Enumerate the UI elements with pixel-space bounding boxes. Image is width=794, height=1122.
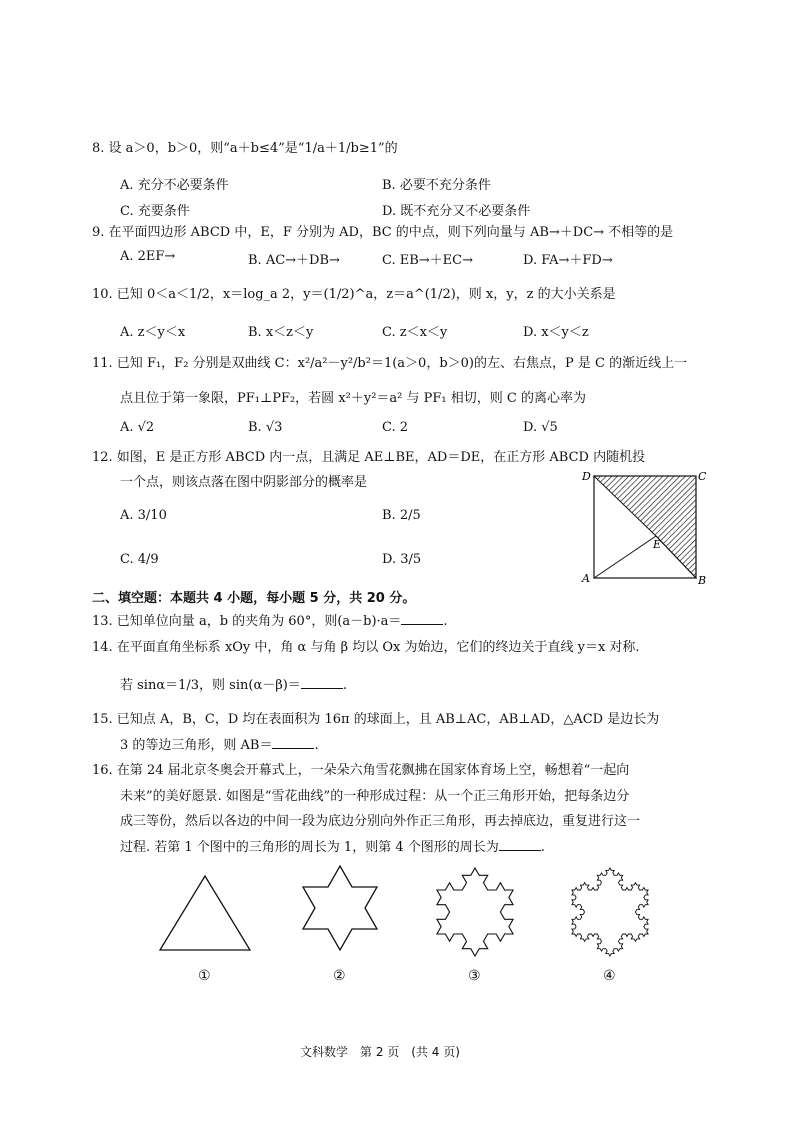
snowflake-figure-2	[285, 862, 395, 962]
q8-option-b: B. 必要不充分条件	[382, 178, 491, 193]
q10-option-c: C. z＜x＜y	[382, 325, 448, 340]
q15-line2	[120, 736, 319, 755]
koch-curve	[437, 868, 513, 956]
q14-stem-line2: 若 sinα＝1/3，则 sin(α－β)＝	[120, 678, 301, 693]
q13-end: .	[443, 614, 448, 629]
q14-end: .	[342, 678, 347, 693]
q16-stem-line4: 过程. 若第 1 个图中的三角形的周长为 1，则第 4 个图形的周长为	[120, 840, 499, 855]
q9-option-c: C. EB→＋EC→	[382, 253, 474, 268]
q12-option-c: C. 4/9	[120, 552, 159, 567]
q15-answer-blank	[272, 736, 314, 749]
label-a: A	[582, 572, 590, 585]
label-d: D	[582, 470, 591, 483]
q13-text: 13. 已知单位向量 a，b 的夹角为 60°，则(a－b)·a＝	[92, 614, 402, 629]
figure-label-1: ①	[198, 968, 211, 984]
q8-option-a: A. 充分不必要条件	[120, 178, 229, 193]
q11-stem-line2: 点且位于第一象限，PF₁⊥PF₂，若圆 x²＋y²＝a² 与 PF₁ 相切，则 C 的离心率为	[120, 391, 586, 406]
q12-option-b: B. 2/5	[382, 508, 421, 523]
q11-option-c: C. 2	[382, 420, 409, 435]
label-b: B	[698, 574, 707, 587]
figure-label-2: ②	[333, 968, 346, 984]
label-c: C	[698, 470, 707, 483]
q12-stem-line2: 一个点，则该点落在图中阴影部分的概率是	[120, 475, 368, 490]
q11-option-a: A. √2	[120, 420, 155, 435]
page-footer: 文科数学 第 2 页 (共 4 页)	[300, 1045, 460, 1059]
q15-stem-line2: 3 的等边三角形，则 AB＝	[120, 738, 273, 753]
q9-option-d: D. FA→＋FD→	[523, 253, 613, 268]
q12-option-d: D. 3/5	[382, 552, 422, 567]
q8-option-d: D. 既不充分又不必要条件	[382, 204, 531, 219]
q15-end: .	[314, 738, 319, 753]
q15-stem-line1: 15. 已知点 A，B，C，D 均在表面积为 16π 的球面上，且 AB⊥AC，AB⊥AD，△ACD 是边长为	[92, 712, 660, 727]
figure-label-4: ④	[603, 968, 616, 984]
q10-option-b: B. x＜z＜y	[248, 325, 314, 340]
snowflake-figure-3	[420, 862, 530, 962]
q16-answer-blank	[499, 838, 541, 851]
label-e: E	[653, 538, 662, 551]
section-fill-in-title: 二、填空题：本题共 4 小题，每小题 5 分，共 20 分。	[92, 591, 416, 606]
snowflake-figure-1	[150, 870, 260, 960]
shaded-region	[594, 476, 696, 578]
q9-option-a: A. 2EF→	[120, 249, 176, 264]
snowflake-figure-4	[555, 862, 665, 962]
q12-stem-line1: 12. 如图，E 是正方形 ABCD 内一点，且满足 AE⊥BE，AD＝DE，在正方形 ABCD 内随机投	[92, 450, 646, 465]
koch-curve	[572, 868, 648, 956]
q11-option-d: D. √5	[523, 420, 558, 435]
q10-stem: 10. 已知 0＜a＜1/2，x＝log_a 2，y＝(1/2)^a，z＝a^(1/2)，则 x，y，z 的大小关系是	[92, 287, 616, 302]
q16-line4	[120, 838, 545, 857]
segment-ae	[594, 536, 656, 578]
q16-end: .	[540, 840, 545, 855]
q16-stem-line3: 成三等份，然后以各边的中间一段为底边分别向外作正三角形，再去掉底边，重复进行这一	[120, 814, 641, 829]
q16-stem-line1: 16. 在第 24 届北京冬奥会开幕式上，一朵朵六角雪花飘拂在国家体育场上空，畅想着“一起向	[92, 763, 630, 778]
q9-stem: 9. 在平面四边形 ABCD 中，E，F 分别为 AD，BC 的中点，则下列向量与 AB→＋DC→ 不相等的是	[92, 225, 674, 240]
q10-option-a: A. z＜y＜x	[120, 325, 186, 340]
q14-line2	[120, 676, 347, 695]
q8-option-c: C. 充要条件	[120, 204, 190, 219]
q12-option-a: A. 3/10	[120, 508, 167, 523]
q11-option-b: B. √3	[248, 420, 283, 435]
q13	[92, 612, 448, 631]
q13-answer-blank	[401, 612, 443, 625]
q12-square-figure	[580, 468, 710, 588]
q11-stem-line1: 11. 已知 F₁，F₂ 分别是双曲线 C：x²/a²－y²/b²＝1(a＞0，b＞0)的左、右焦点，P 是 C 的渐近线上一	[92, 356, 688, 371]
q14-answer-blank	[301, 676, 343, 689]
q10-option-d: D. x＜y＜z	[523, 325, 589, 340]
figure-label-3: ③	[468, 968, 481, 984]
q9-option-b: B. AC→＋DB→	[248, 253, 340, 268]
q8-stem: 8. 设 a＞0，b＞0，则“a＋b≤4”是“1/a＋1/b≥1”的	[92, 141, 398, 156]
q16-stem-line2: 未来”的美好愿景. 如图是“雪花曲线”的一种形成过程：从一个正三角形开始，把每条边分	[120, 789, 630, 804]
q14-stem-line1: 14. 在平面直角坐标系 xOy 中，角 α 与角 β 均以 Ox 为始边，它们的终边关于直线 y＝x 对称.	[92, 640, 640, 655]
